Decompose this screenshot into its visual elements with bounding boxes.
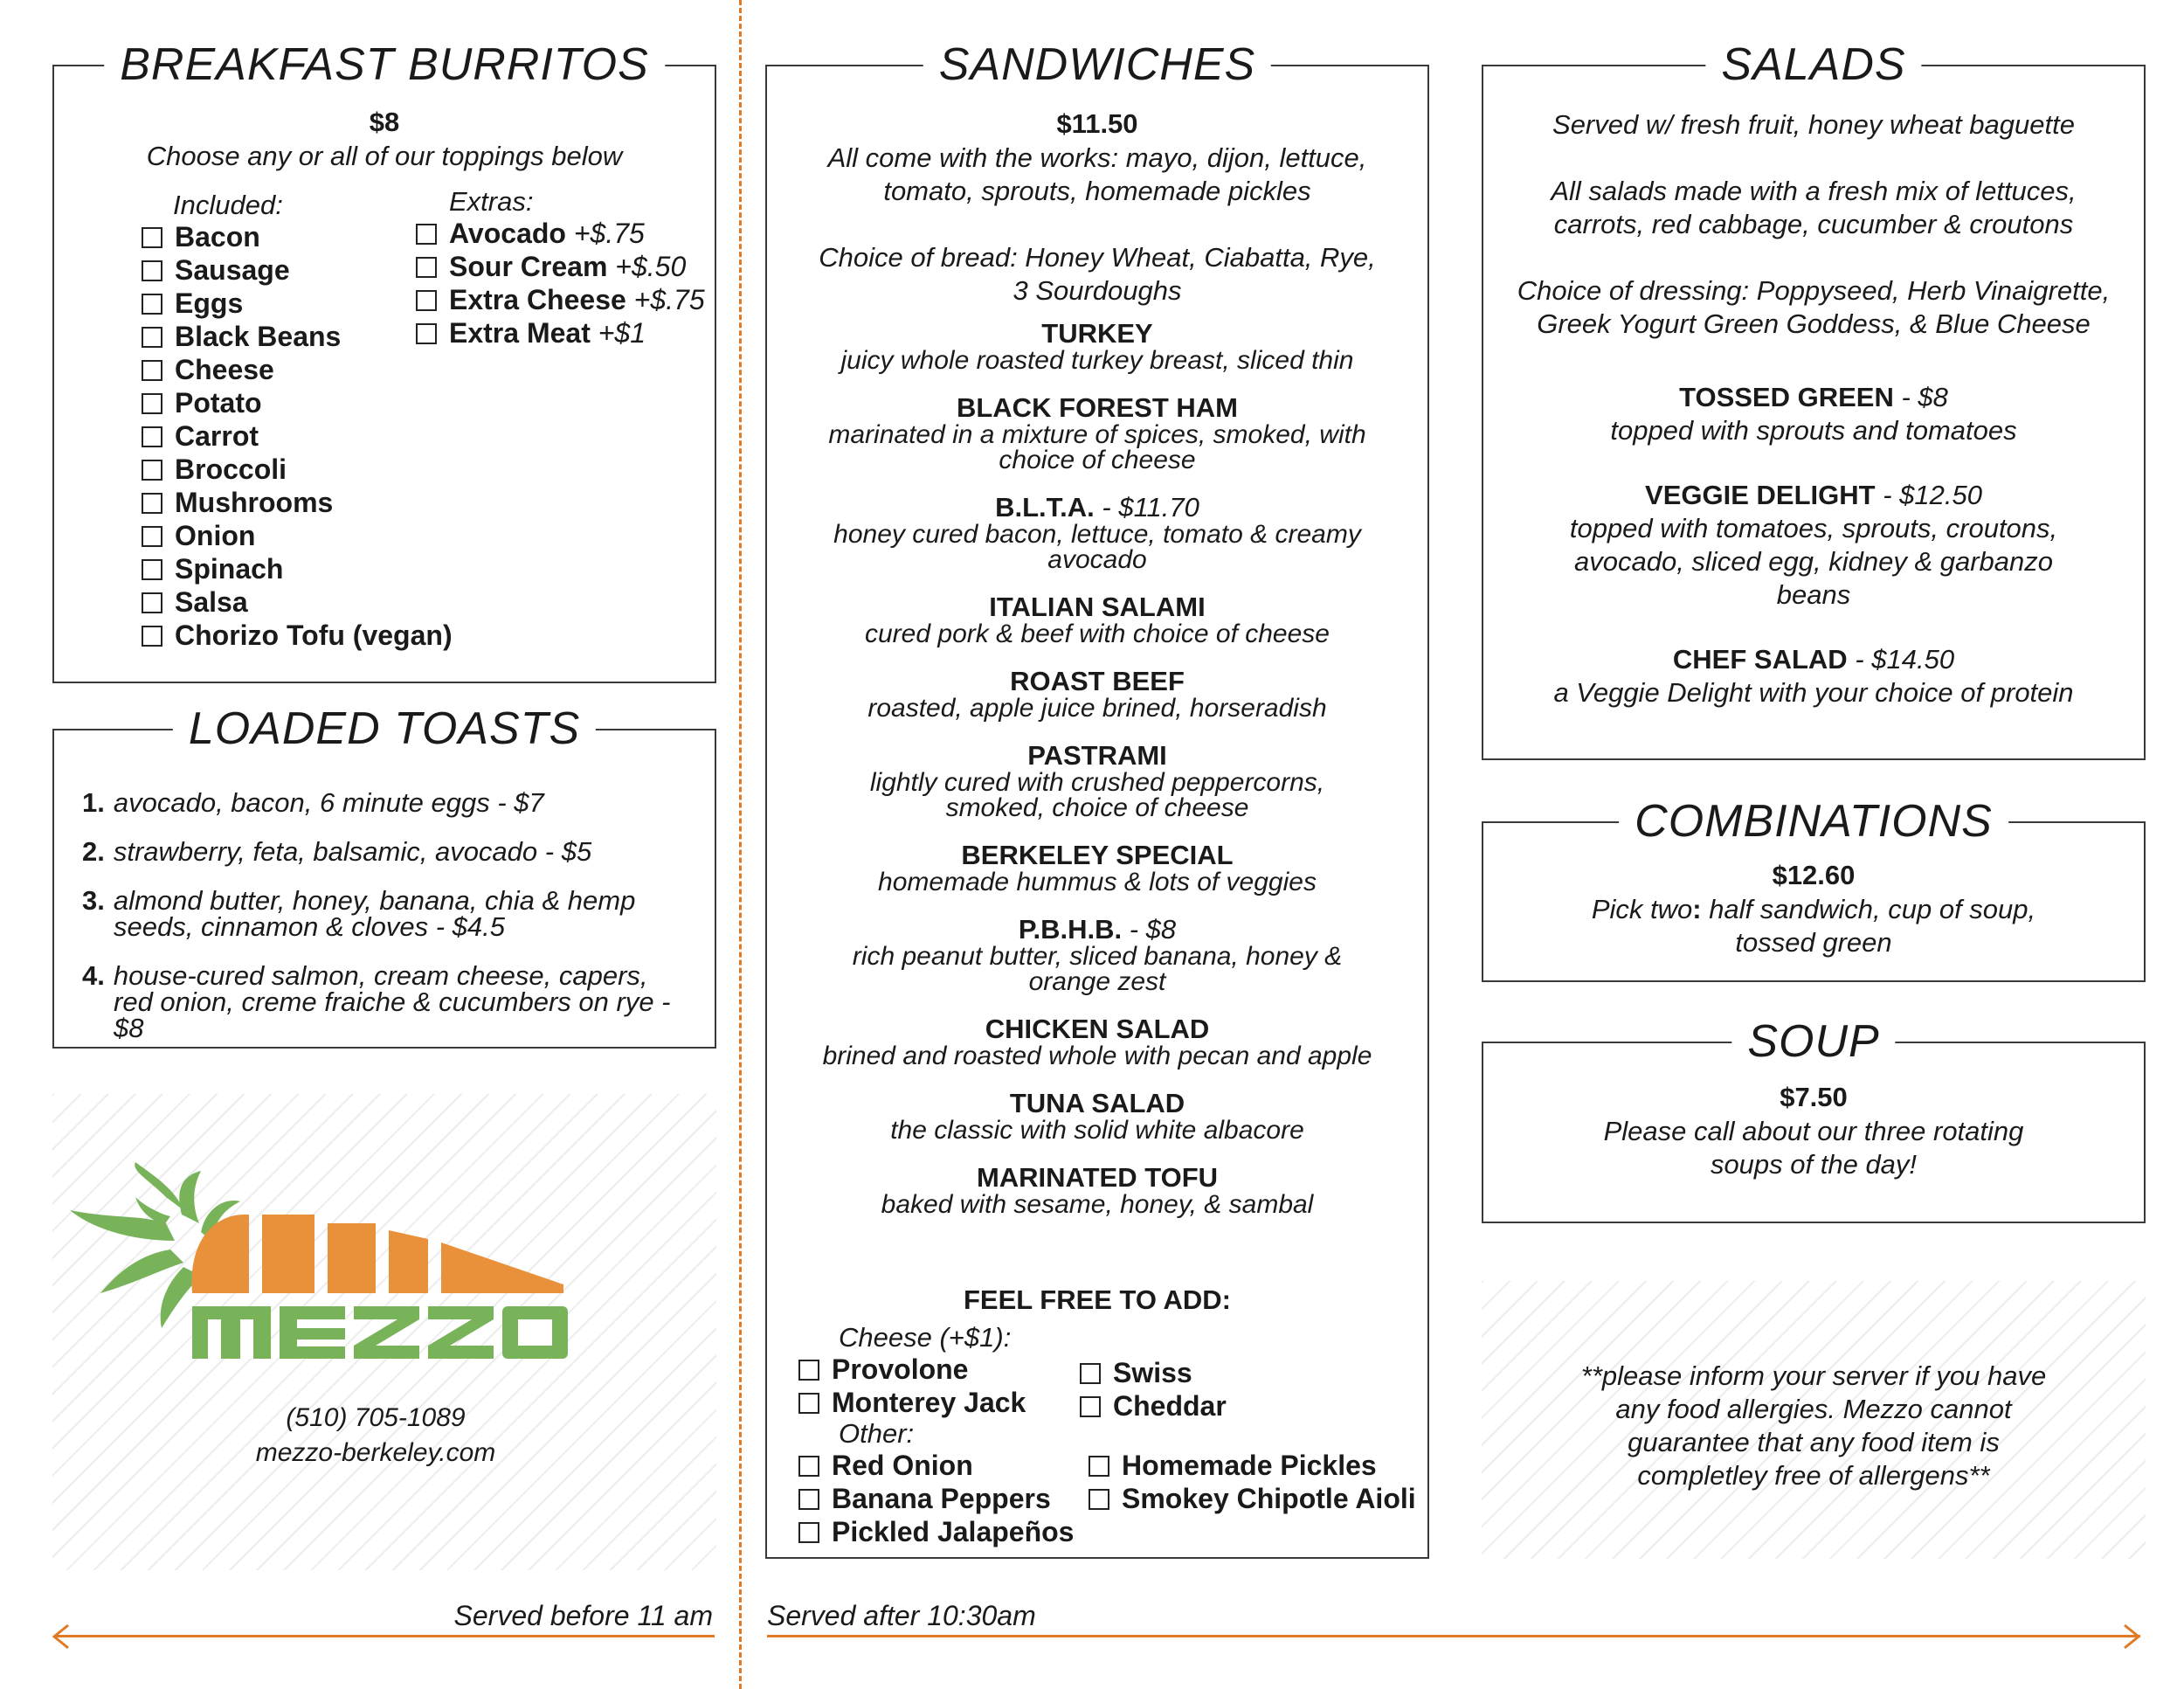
allergy-note [1482,1360,2146,1492]
checkbox[interactable] [142,294,162,315]
option-label: Cheddar [1113,1390,1227,1422]
sandwich-item [767,494,1427,572]
works-line-2: tomato, sprouts, homemade pickles [883,176,1311,206]
toast-item [82,960,706,1043]
sandwich-item [767,394,1427,473]
sandwich-desc-2: smoked, choice of cheese [945,793,1249,822]
works-line-1: All come with the works: mayo, dijon, lettuce, [827,142,1367,173]
salad-item [1483,381,2144,447]
topping-option [142,552,453,585]
topping-option [142,287,453,320]
website: mezzo-berkeley.com [255,1438,496,1467]
salad-name-row [1483,643,2144,676]
mezzo-wordmark [192,1306,568,1359]
sandwich-name-row [767,1090,1427,1118]
right-arrow-icon [2118,1623,2144,1650]
topping-option [142,585,453,619]
checkbox[interactable] [416,290,437,311]
extra-option [416,283,705,316]
salad-item [1483,643,2144,710]
cheese-left-list [798,1353,1026,1419]
bread-line-1: Choice of bread: Honey Wheat, Ciabatta, Rye, [819,242,1376,273]
sandwich-name-row [767,1015,1427,1043]
combo-pick-label: Pick two [1591,894,1693,924]
burrito-subtitle: Choose any or all of our toppings below [146,141,623,171]
checkbox[interactable] [416,323,437,344]
soup-price: $7.50 [1780,1082,1848,1112]
sandwich-name-row [767,668,1427,696]
toast-text: strawberry, feta, balsamic, avocado - $5 [113,836,592,867]
option-label: Provolone [832,1353,969,1385]
checkbox[interactable] [416,257,437,278]
loaded-toasts-section [52,703,716,1049]
toast-number: 3. [82,885,105,916]
checkbox[interactable] [1080,1396,1101,1417]
center-divider [739,0,742,1689]
cheese-label: Cheese (+$1): [839,1322,1012,1353]
salad-price: - $12.50 [1883,480,1982,510]
topping-option [142,320,453,353]
sandwich-desc: lightly cured with crushed peppercorns, [869,768,1325,797]
option-label: Monterey Jack [832,1387,1026,1418]
checkbox[interactable] [142,327,162,348]
toast-line-1 [82,836,706,867]
option-label: Avocado [449,218,566,249]
option-label: Sausage [175,254,290,286]
salad-price: - $14.50 [1855,644,1955,675]
sandwich-list [767,320,1427,1238]
extra-option [416,217,705,250]
other-label: Other: [839,1418,915,1449]
sandwich-desc: homemade hummus & lots of veggies [878,868,1317,896]
combo-colon: : [1692,894,1702,924]
option-label: Extra Meat [449,317,591,349]
checkbox[interactable] [142,626,162,647]
checkbox[interactable] [798,1360,819,1381]
section-title: SOUP [1731,1015,1895,1068]
option-label: Potato [175,387,262,419]
section-title: SALADS [1705,38,1921,91]
option-label: Homemade Pickles [1122,1450,1377,1481]
combo-line-1-rest: half sandwich, cup of soup, [1701,894,2036,924]
sandwich-item [767,916,1427,994]
sandwich-desc: juicy whole roasted turkey breast, sliced thin [840,346,1354,375]
salad-desc: avocado, sliced egg, kidney & garbanzo [1573,546,2054,577]
extra-option [416,250,705,283]
cheese-option [1080,1389,1227,1422]
sandwich-desc: rich peanut butter, sliced banana, honey & [852,942,1343,971]
option-label: Spinach [175,553,284,585]
cheese-option [798,1386,1026,1419]
allergy-line-1: **please inform your server if you have [1580,1360,2047,1391]
salads-mix-1: All salads made with a fresh mix of lettuces, [1551,176,2077,206]
allergy-line-4: completley free of allergens** [1637,1460,1990,1491]
checkbox[interactable] [798,1489,819,1510]
toast-number: 2. [82,836,105,867]
sandwich-name: BLACK FOREST HAM [956,392,1239,423]
sandwich-name: ROAST BEEF [1010,666,1185,696]
topping-option [142,453,453,486]
sandwich-name-row [767,841,1427,869]
salad-name: TOSSED GREEN [1679,382,1894,412]
sandwich-name: B.L.T.A. [995,492,1095,523]
option-label: Eggs [175,287,244,319]
option-label: Pickled Jalapeños [832,1516,1075,1547]
soup-line-1: Please call about our three rotating [1603,1116,2024,1146]
salads-dressing-1: Choice of dressing: Poppyseed, Herb Vinaigrette, [1517,275,2111,306]
combinations-section [1482,796,2146,982]
section-title: SANDWICHES [923,38,1271,91]
sandwich-name: P.B.H.B. [1018,914,1123,945]
sandwich-item [767,593,1427,647]
toast-line-2: red onion, creme fraiche & cucumbers on rye - $8 [114,986,671,1043]
salad-desc: topped with sprouts and tomatoes [1610,415,2017,446]
salad-item [1483,479,2144,612]
extra-option [416,316,705,350]
soup-section [1482,1016,2146,1223]
checkbox[interactable] [1089,1456,1109,1477]
option-label: Onion [175,520,256,551]
checkbox[interactable] [142,227,162,248]
toast-item [82,836,706,867]
sandwich-item [767,1164,1427,1217]
salad-list [1483,381,2144,741]
sandwich-item [767,1090,1427,1143]
checkbox[interactable] [142,460,162,481]
carrot-body-icon [191,1215,563,1293]
toast-line-1 [82,787,706,818]
option-label: Extra Cheese [449,284,626,315]
toast-line-2: seeds, cinnamon & cloves - $4.5 [114,911,506,942]
sandwich-name: ITALIAN SALAMI [989,592,1206,622]
sandwich-item [767,841,1427,895]
combo-line-2: tossed green [1735,927,1892,958]
sandwich-desc: the classic with solid white albacore [890,1116,1304,1145]
combo-line-1 [1483,893,2144,926]
checkbox[interactable] [798,1456,819,1477]
salad-name: VEGGIE DELIGHT [1645,480,1876,510]
option-price: +$.75 [573,218,645,249]
included-label: Included: [173,190,283,220]
salad-name-row [1483,381,2144,414]
allergy-line-2: any food allergies. Mezzo cannot [1615,1394,2012,1424]
add-title: FEEL FREE TO ADD: [963,1284,1231,1315]
sandwich-desc: baked with sesame, honey, & sambal [881,1190,1314,1219]
section-title: LOADED TOASTS [173,703,596,755]
option-price: +$.50 [615,251,687,282]
combo-price: $12.60 [1772,860,1856,890]
sandwich-item [767,668,1427,721]
option-label: Broccoli [175,453,287,485]
bread-line-2: 3 Sourdoughs [1013,275,1182,306]
checkbox[interactable] [798,1393,819,1414]
option-price: +$.75 [633,284,705,315]
other-option [1089,1449,1416,1482]
checkbox[interactable] [142,592,162,613]
sandwich-name: BERKELEY SPECIAL [961,840,1234,870]
before-arrow-line [54,1635,715,1637]
sandwich-name-row [767,742,1427,770]
topping-option [142,386,453,419]
salads-mix-2: carrots, red cabbage, cucumber & croutons [1553,209,2074,239]
toast-line-1 [82,960,706,991]
soup-line-2: soups of the day! [1710,1149,1918,1180]
cheese-option [798,1353,1026,1386]
salads-dressing-2: Greek Yogurt Green Goddess, & Blue Cheese [1537,308,2091,339]
extras-list [416,217,705,350]
topping-option [142,519,453,552]
sandwich-desc: brined and roasted whole with pecan and apple [822,1042,1372,1070]
sandwich-name-row [767,1164,1427,1192]
sandwich-name: TUNA SALAD [1009,1088,1185,1118]
extras-label: Extras: [449,186,534,217]
left-arrow-icon [49,1623,75,1650]
other-right-list [1089,1449,1416,1515]
option-label: Red Onion [832,1450,973,1481]
sandwich-desc: marinated in a mixture of spices, smoked, with [828,420,1366,449]
option-label: Cheese [175,354,274,385]
sandwich-name: MARINATED TOFU [976,1162,1219,1193]
sandwich-desc: roasted, apple juice brined, horseradish [867,694,1327,723]
salad-desc: a Veggie Delight with your choice of protein [1553,677,2074,708]
phone-number: (510) 705-1089 [286,1403,466,1432]
checkbox[interactable] [416,224,437,245]
checkbox[interactable] [142,526,162,547]
toast-number: 1. [82,787,105,818]
sandwich-desc-2: avocado [1047,545,1147,574]
other-option [798,1482,1074,1515]
section-title: BREAKFAST BURRITOS [104,38,665,91]
sandwich-item [767,1015,1427,1069]
checkbox[interactable] [142,393,162,414]
salad-price: - $8 [1901,382,1948,412]
toast-text: house-cured salmon, cream cheese, capers, [113,960,648,991]
toast-item [82,787,706,818]
sandwiches-section [765,39,1429,1559]
sandwich-desc-2: orange zest [1028,967,1166,996]
option-label: Banana Peppers [832,1483,1051,1514]
mezzo-logo [61,1162,577,1398]
checkbox[interactable] [1089,1489,1109,1510]
toast-number: 4. [82,960,105,991]
checkbox[interactable] [142,260,162,281]
topping-option [142,353,453,386]
toast-text: almond butter, honey, banana, chia & hemp [113,885,636,916]
sandwich-name-row [767,916,1427,944]
section-title: COMBINATIONS [1619,795,2008,848]
option-label: Smokey Chipotle Aioli [1122,1483,1416,1514]
option-label: Salsa [175,586,248,618]
salad-name: CHEF SALAD [1672,644,1848,675]
served-before-label: Served before 11 am [453,1600,713,1631]
topping-option [142,253,453,287]
sandwich-item [767,742,1427,820]
after-arrow-line [767,1635,2140,1637]
toast-list [82,787,706,1064]
included-toppings-list [142,220,453,652]
sandwich-name-row [767,494,1427,522]
sandwich-name-row [767,320,1427,348]
topping-option [142,619,453,652]
burrito-price: $8 [369,107,400,137]
other-option [1089,1482,1416,1515]
other-option [798,1515,1074,1548]
option-label: Carrot [175,420,259,452]
topping-option [142,220,453,253]
breakfast-burritos-section [52,39,716,683]
topping-option [142,419,453,453]
allergy-line-3: guarantee that any food item is [1628,1427,2000,1457]
option-label: Chorizo Tofu (vegan) [175,620,453,651]
checkbox[interactable] [142,360,162,381]
checkbox[interactable] [142,426,162,447]
sandwich-name: CHICKEN SALAD [985,1014,1210,1044]
option-label: Sour Cream [449,251,608,282]
option-label: Mushrooms [175,487,334,518]
toast-line-1 [82,885,706,916]
toast-item [82,885,706,942]
checkbox[interactable] [1080,1363,1101,1384]
option-label: Swiss [1113,1357,1192,1388]
option-label: Black Beans [175,321,342,352]
salad-desc: beans [1776,579,1851,610]
salads-served: Served w/ fresh fruit, honey wheat baguette [1552,109,2075,140]
cheese-option [1080,1356,1227,1389]
checkbox[interactable] [142,559,162,580]
checkbox[interactable] [798,1522,819,1543]
other-option [798,1449,1074,1482]
sandwich-item [767,320,1427,373]
option-price: +$1 [598,317,646,349]
salad-desc: topped with tomatoes, sprouts, croutons, [1569,513,2058,543]
sandwich-name-row [767,593,1427,621]
sandwich-name-row [767,394,1427,422]
other-left-list [798,1449,1074,1548]
sandwich-name: TURKEY [1041,318,1153,349]
sandwich-desc: cured pork & beef with choice of cheese [865,620,1330,648]
sandwich-desc: honey cured bacon, lettuce, tomato & creamy [833,520,1361,549]
checkbox[interactable] [142,493,162,514]
sandwich-price: - $11.70 [1102,492,1199,523]
cheese-right-list [1080,1356,1227,1422]
served-after-label: Served after 10:30am [767,1600,1036,1631]
sandwich-price: $11.50 [1056,108,1138,139]
option-label: Bacon [175,221,260,253]
salads-section [1482,39,2146,760]
sandwich-name: PASTRAMI [1027,740,1167,771]
salad-name-row [1483,479,2144,512]
sandwich-desc-2: choice of cheese [999,446,1196,474]
toast-text: avocado, bacon, 6 minute eggs - $7 [113,787,544,818]
topping-option [142,486,453,519]
sandwich-price: - $8 [1129,914,1177,945]
